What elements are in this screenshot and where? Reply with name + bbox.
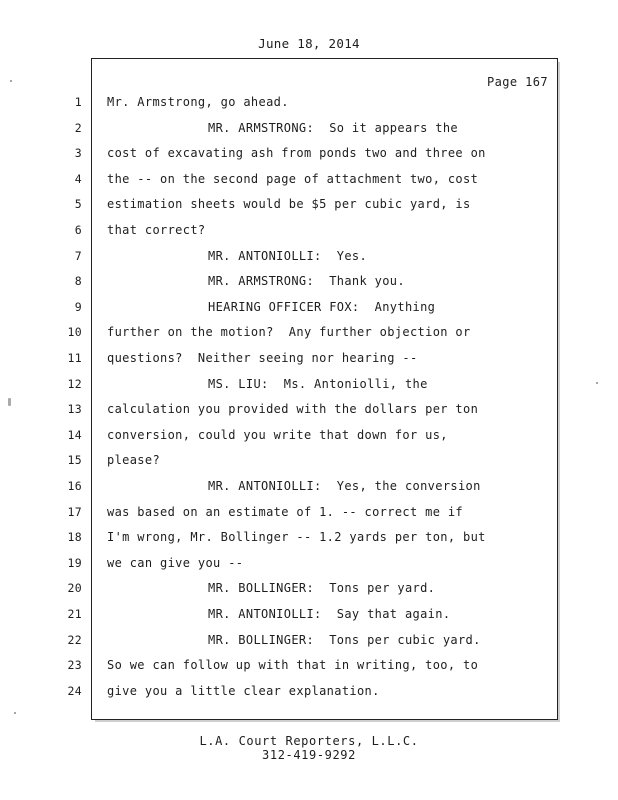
transcript-line xyxy=(0,527,618,547)
line-number: 7 xyxy=(74,248,82,263)
line-number: 9 xyxy=(74,299,82,314)
line-text: MR. ANTONIOLLI: Yes. xyxy=(208,248,368,263)
line-text: I'm wrong, Mr. Bollinger -- 1.2 yards per ton, but xyxy=(107,530,486,545)
transcript-line xyxy=(0,604,618,624)
scan-speck xyxy=(8,398,11,406)
line-number: 22 xyxy=(67,632,82,647)
transcript-line xyxy=(0,220,618,240)
line-text: MS. LIU: Ms. Antoniolli, the xyxy=(208,376,428,391)
line-number: 17 xyxy=(67,504,82,519)
transcript-line xyxy=(0,374,618,394)
transcript-line xyxy=(0,655,618,675)
line-number: 13 xyxy=(67,402,82,417)
transcript-line xyxy=(0,194,618,214)
line-number: 23 xyxy=(67,658,82,673)
line-number: 14 xyxy=(67,427,82,442)
line-text: we can give you -- xyxy=(107,555,244,570)
transcript-line xyxy=(0,118,618,138)
transcript-line xyxy=(0,399,618,419)
transcript-line xyxy=(0,92,618,112)
transcript-date: June 18, 2014 xyxy=(258,36,360,51)
line-number: 24 xyxy=(67,683,82,698)
line-text: further on the motion? Any further objection or xyxy=(107,325,471,340)
line-number: 4 xyxy=(74,171,82,186)
line-text: MR. ARMSTRONG: So it appears the xyxy=(208,120,458,135)
footer-company: L.A. Court Reporters, L.L.C. xyxy=(199,734,419,748)
line-text: estimation sheets would be $5 per cubic yard, is xyxy=(107,197,471,212)
transcript-line xyxy=(0,630,618,650)
line-text: MR. BOLLINGER: Tons per yard. xyxy=(208,581,436,596)
line-number: 3 xyxy=(74,146,82,161)
line-text: the -- on the second page of attachment two, cost xyxy=(107,171,479,186)
line-text: MR. ANTONIOLLI: Yes, the conversion xyxy=(208,479,481,493)
line-number: 10 xyxy=(67,325,82,340)
footer-phone: 312-419-9292 xyxy=(262,748,356,762)
line-number: 1 xyxy=(74,95,82,109)
transcript-line xyxy=(0,502,618,522)
scan-speck xyxy=(596,382,598,384)
transcript-line xyxy=(0,169,618,189)
line-number: 2 xyxy=(74,120,82,135)
line-number: 20 xyxy=(67,581,82,596)
page-number: Page 167 xyxy=(487,75,548,89)
line-number: 11 xyxy=(67,351,82,365)
line-text: that correct? xyxy=(107,223,206,237)
line-text: give you a little clear explanation. xyxy=(107,683,380,698)
line-text: MR. ANTONIOLLI: Say that again. xyxy=(208,607,451,621)
transcript-line xyxy=(0,246,618,266)
line-text: MR. ARMSTRONG: Thank you. xyxy=(208,274,405,289)
transcript-line xyxy=(0,297,618,317)
line-number: 6 xyxy=(74,223,82,237)
scan-speck xyxy=(10,80,12,82)
line-text: So we can follow up with that in writing, too, to xyxy=(107,658,479,673)
transcript-line xyxy=(0,553,618,573)
line-text: cost of excavating ash from ponds two and three on xyxy=(107,146,486,161)
line-number: 8 xyxy=(74,274,82,289)
line-number: 16 xyxy=(67,479,82,493)
line-text: questions? Neither seeing nor hearing -- xyxy=(107,351,418,365)
line-text: MR. BOLLINGER: Tons per cubic yard. xyxy=(208,632,481,647)
transcript-line xyxy=(0,348,618,368)
line-text: please? xyxy=(107,453,161,468)
line-number: 15 xyxy=(67,453,82,468)
line-text: calculation you provided with the dollars per ton xyxy=(107,402,479,417)
line-text: HEARING OFFICER FOX: Anything xyxy=(208,299,436,314)
line-text: Mr. Armstrong, go ahead. xyxy=(107,95,289,109)
line-text: conversion, could you write that down for us, xyxy=(107,427,448,442)
transcript-line xyxy=(0,450,618,470)
transcript-line xyxy=(0,322,618,342)
transcript-line xyxy=(0,425,618,445)
transcript-line xyxy=(0,271,618,291)
line-number: 21 xyxy=(67,607,82,621)
transcript-line xyxy=(0,578,618,598)
transcript-line xyxy=(0,143,618,163)
scan-speck xyxy=(14,712,16,714)
line-text: was based on an estimate of 1. -- correct me if xyxy=(107,504,464,519)
line-number: 18 xyxy=(67,530,82,545)
line-number: 5 xyxy=(74,197,82,212)
transcript-line xyxy=(0,681,618,701)
transcript-line xyxy=(0,476,618,496)
line-number: 12 xyxy=(67,376,82,391)
line-number: 19 xyxy=(67,555,82,570)
